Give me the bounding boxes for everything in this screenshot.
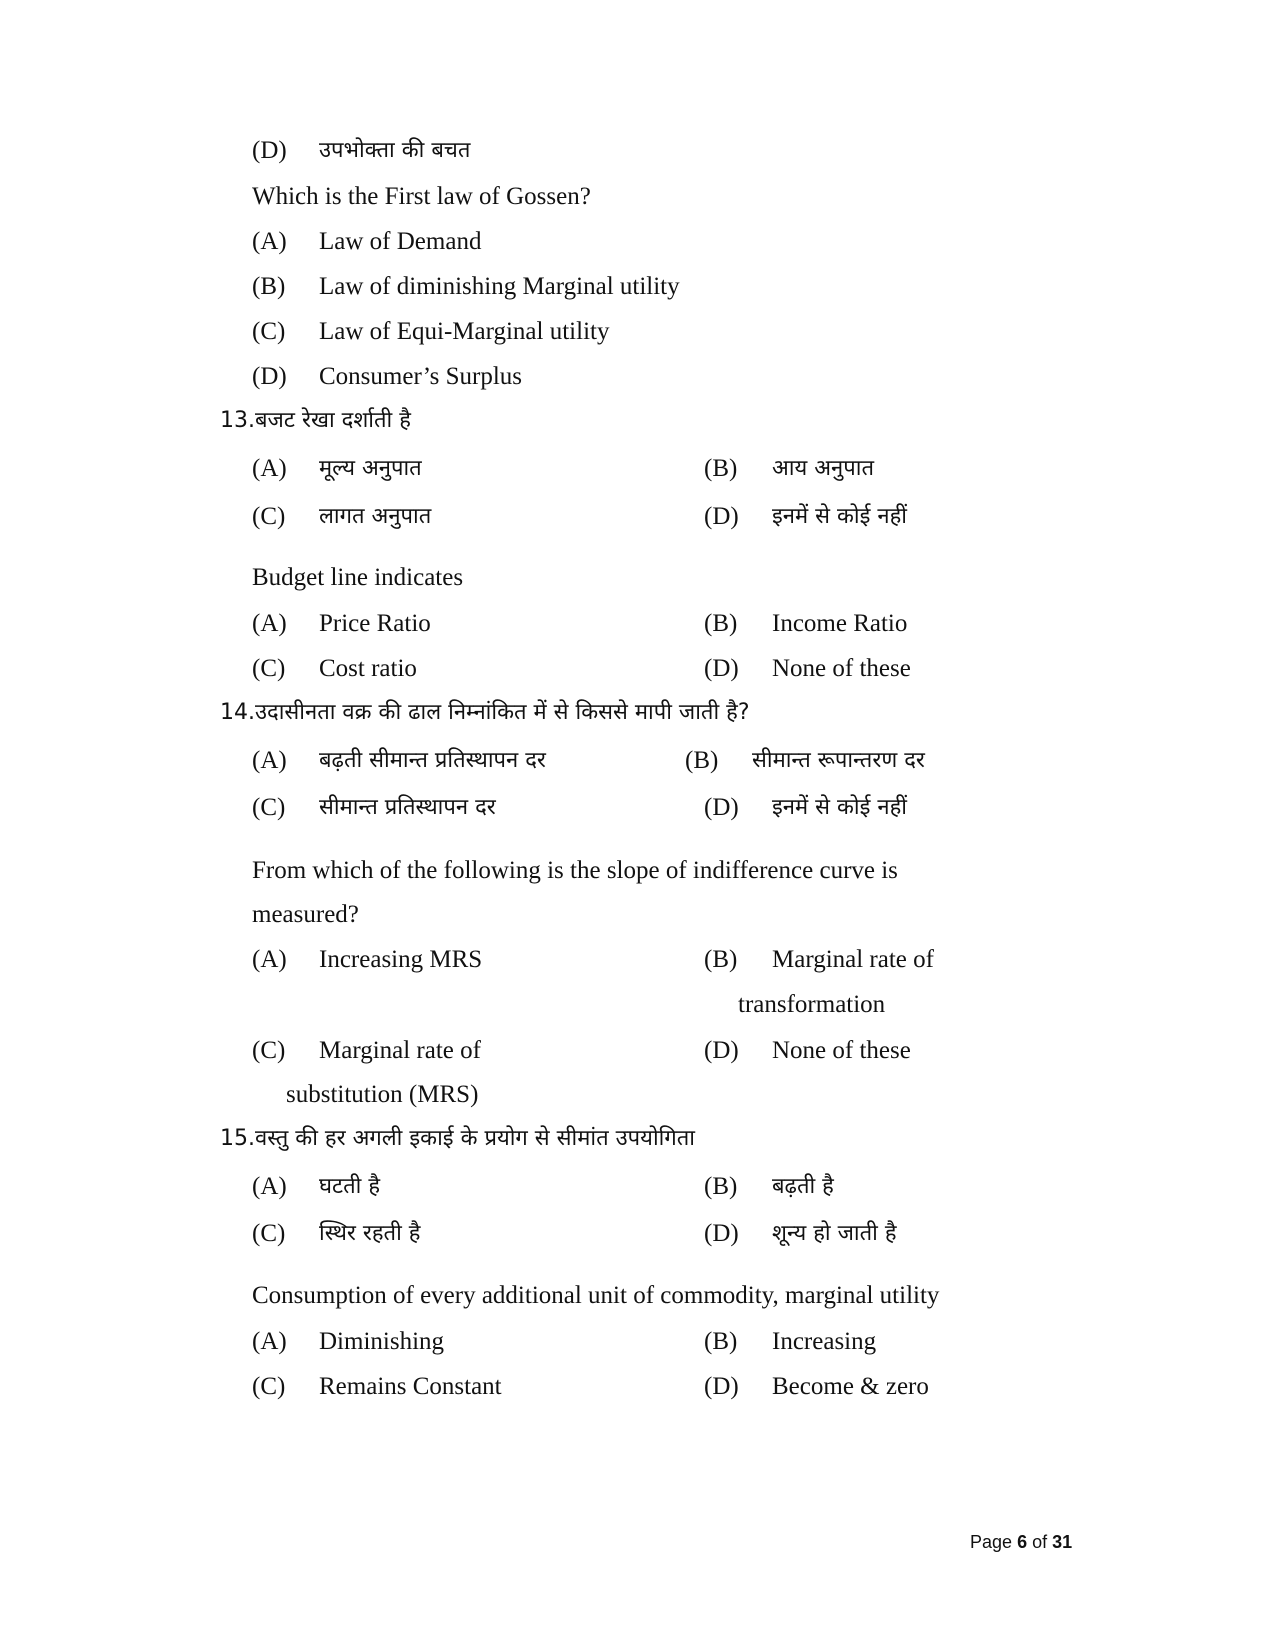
q12-hi-option-d-label: (D) — [252, 137, 287, 164]
q15-en-option-c-label: (C) — [252, 1373, 286, 1400]
q15-en-option-b-text: Increasing — [772, 1328, 877, 1355]
q15-en-option-b-label: (B) — [704, 1328, 738, 1355]
page-footer — [970, 1532, 1072, 1553]
footer-of-word: of — [1032, 1532, 1048, 1552]
q14-hi-option-a-text: बढ़ती सीमान्त प्रतिस्थापन दर — [319, 748, 546, 773]
q15-en-option-d-text: Become & zero — [772, 1373, 929, 1400]
q15-en-option-d-label: (D) — [704, 1373, 739, 1400]
q15-hi-question: 15.वस्तु की हर अगली इकाई के प्रयोग से सीमांत उपयोगिता — [220, 1126, 695, 1151]
q13-hi-option-c-text: लागत अनुपात — [319, 504, 432, 529]
q13-hi-option-d-label: (D) — [704, 503, 739, 530]
q13-en-option-a-label: (A) — [252, 610, 287, 637]
footer-page-number: 6 — [1017, 1532, 1028, 1552]
q12-en-option-d-label: (D) — [252, 363, 287, 390]
q13-hi-option-b-label: (B) — [704, 455, 738, 482]
q14-hi-option-a-label: (A) — [252, 747, 287, 774]
q15-hi-option-d-text: शून्य हो जाती है — [772, 1221, 897, 1246]
q12-en-option-a-text: Law of Demand — [319, 228, 482, 255]
q13-en-question: Budget line indicates — [252, 564, 464, 591]
q15-en-option-c-text: Remains Constant — [319, 1373, 502, 1400]
q12-en-option-c-text: Law of Equi-Marginal utility — [319, 318, 610, 345]
q14-en-option-c-text-cont: substitution (MRS) — [286, 1081, 479, 1108]
q14-hi-option-b-text: सीमान्त रूपान्तरण दर — [752, 748, 925, 773]
q12-en-option-b-text: Law of diminishing Marginal utility — [319, 273, 680, 300]
q12-en-option-c-label: (C) — [252, 318, 286, 345]
q12-en-option-d-text: Consumer’s Surplus — [319, 363, 523, 390]
q13-hi-option-d-text: इनमें से कोई नहीं — [772, 504, 908, 529]
q14-hi-option-c-text: सीमान्त प्रतिस्थापन दर — [319, 795, 496, 820]
q13-en-option-a-text: Price Ratio — [319, 610, 431, 637]
q14-hi-option-d-label: (D) — [704, 794, 739, 821]
q15-hi-option-c-text: स्थिर रहती है — [319, 1221, 421, 1246]
q15-hi-option-b-text: बढ़ती है — [772, 1174, 834, 1199]
q12-en-question: Which is the First law of Gossen? — [252, 183, 591, 210]
q15-en-question: Consumption of every additional unit of commodity, marginal utility — [252, 1282, 940, 1309]
q14-en-option-d-label: (D) — [704, 1037, 739, 1064]
q14-en-option-b-text: Marginal rate of — [772, 946, 934, 973]
q13-hi-option-a-text: मूल्य अनुपात — [319, 456, 422, 481]
q14-en-option-b-text-cont: transformation — [738, 991, 886, 1018]
q15-en-option-a-label: (A) — [252, 1328, 287, 1355]
q14-hi-option-d-text: इनमें से कोई नहीं — [772, 795, 908, 820]
q15-en-option-a-text: Diminishing — [319, 1328, 445, 1355]
q13-en-option-b-label: (B) — [704, 610, 738, 637]
q14-en-option-a-label: (A) — [252, 946, 287, 973]
q15-hi-option-a-text: घटती है — [319, 1174, 381, 1199]
q14-en-question-line2: measured? — [252, 901, 359, 928]
q14-hi-option-c-label: (C) — [252, 794, 286, 821]
q14-en-option-c-label: (C) — [252, 1037, 286, 1064]
q13-en-option-d-label: (D) — [704, 655, 739, 682]
q14-en-option-d-text: None of these — [772, 1037, 911, 1064]
q14-en-option-b-label: (B) — [704, 946, 738, 973]
q14-hi-question: 14.उदासीनता वक्र की ढाल निम्नांकित में से किससे मापी जाती है? — [220, 700, 750, 725]
q15-hi-option-d-label: (D) — [704, 1220, 739, 1247]
q13-en-option-c-text: Cost ratio — [319, 655, 417, 682]
q12-en-option-a-label: (A) — [252, 228, 287, 255]
q12-en-option-b-label: (B) — [252, 273, 286, 300]
q14-en-option-c-text: Marginal rate of — [319, 1037, 481, 1064]
q13-hi-option-c-label: (C) — [252, 503, 286, 530]
footer-total-pages: 31 — [1052, 1532, 1073, 1552]
q15-hi-option-c-label: (C) — [252, 1220, 286, 1247]
q13-en-option-d-text: None of these — [772, 655, 911, 682]
q12-hi-option-d-text: उपभोक्ता की बचत — [319, 138, 471, 163]
q13-hi-option-b-text: आय अनुपात — [772, 456, 874, 481]
q14-en-option-a-text: Increasing MRS — [319, 946, 483, 973]
q13-hi-option-a-label: (A) — [252, 455, 287, 482]
q13-en-option-c-label: (C) — [252, 655, 286, 682]
q14-en-question-line1: From which of the following is the slope of indifference curve is — [252, 857, 898, 884]
q15-hi-option-b-label: (B) — [704, 1173, 738, 1200]
footer-page-word: Page — [970, 1532, 1013, 1552]
q13-hi-question: 13.बजट रेखा दर्शाती है — [220, 408, 411, 433]
q15-hi-option-a-label: (A) — [252, 1173, 287, 1200]
q13-en-option-b-text: Income Ratio — [772, 610, 908, 637]
q14-hi-option-b-label: (B) — [685, 747, 719, 774]
